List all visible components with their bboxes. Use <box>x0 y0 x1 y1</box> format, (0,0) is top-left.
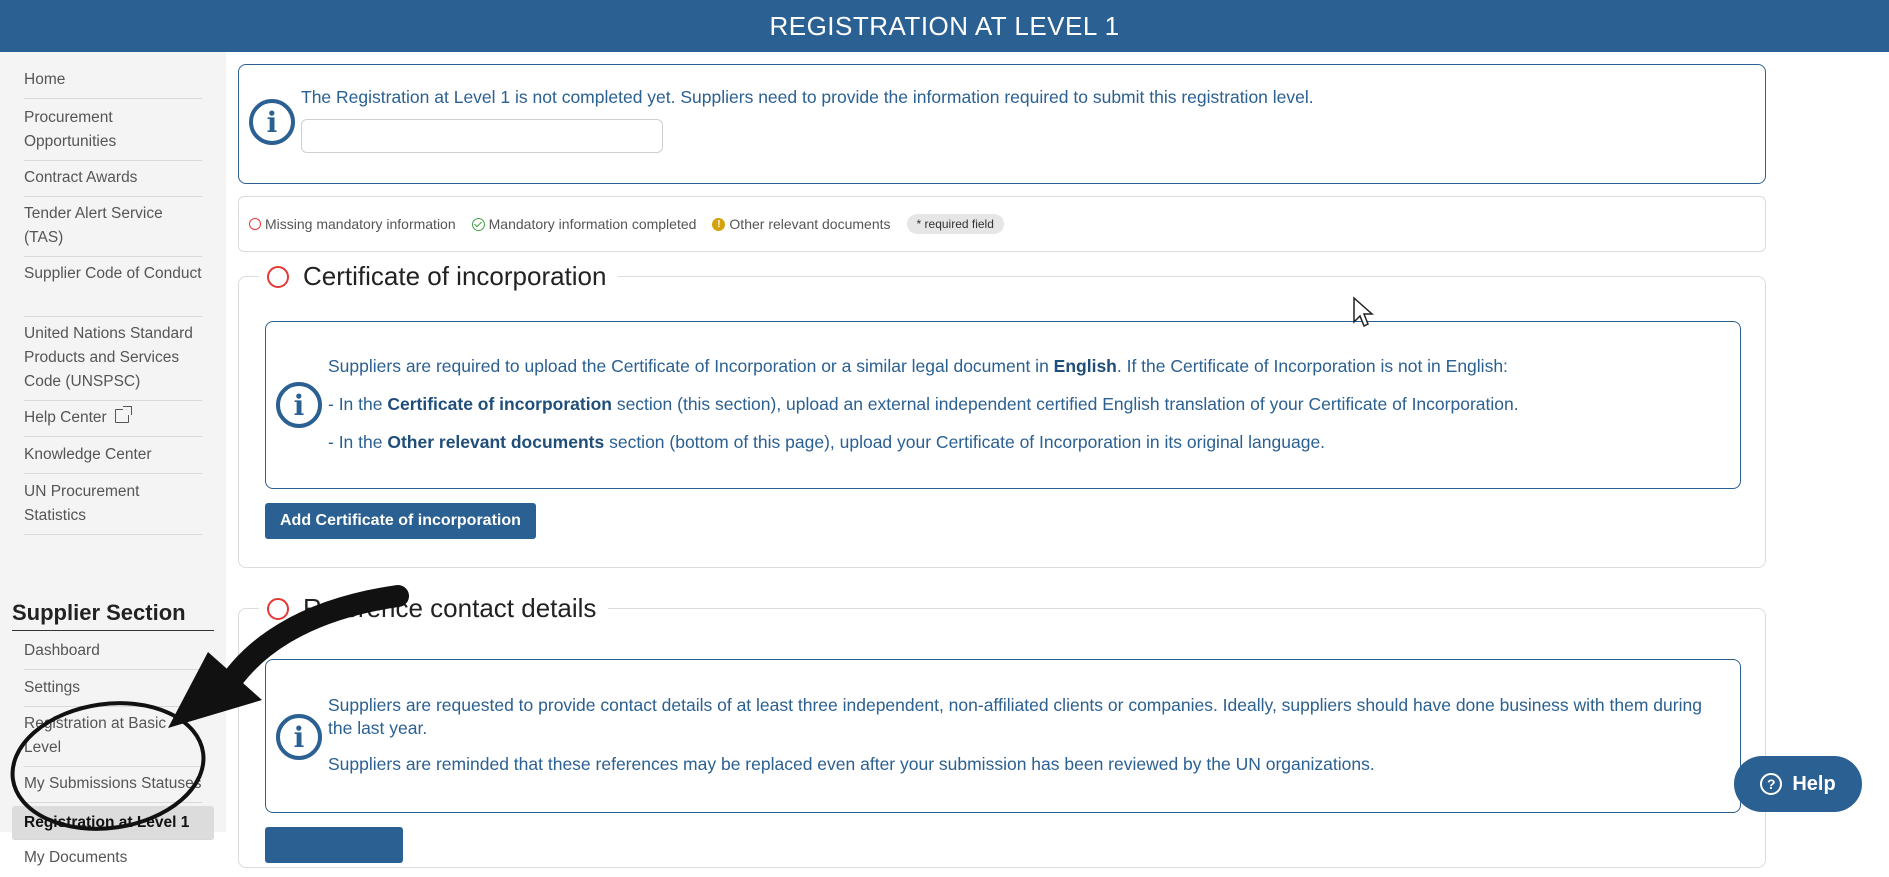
sidebar-item-un-procurement-statistics[interactable]: UN Procurement Statistics <box>24 480 202 535</box>
sidebar-item-procurement-opportunities[interactable]: Procurement Opportunities <box>24 106 202 161</box>
legend-other-label: Other relevant documents <box>729 216 891 232</box>
sidebar-item-unspsc[interactable]: United Nations Standard Products and Services Code (UNSPSC) <box>24 322 202 401</box>
help-center-label: Help Center <box>24 409 107 426</box>
reference-section-title <box>259 593 608 624</box>
info-icon: i <box>249 99 295 145</box>
legend-completed-label: Mandatory information completed <box>488 216 697 232</box>
sidebar-item-contract-awards[interactable]: Contract Awards <box>24 166 202 197</box>
certificate-title-text: Certificate of incorporation <box>303 261 607 291</box>
sidebar-item-home[interactable]: Home <box>24 68 202 99</box>
info-icon: i <box>276 714 322 760</box>
legend-missing <box>249 216 456 232</box>
certificate-section-title <box>259 261 618 292</box>
legend-missing-label: Missing mandatory information <box>265 216 456 232</box>
sidebar-item-tender-alert-service[interactable]: Tender Alert Service (TAS) <box>24 202 202 257</box>
add-reference-button[interactable] <box>265 827 403 863</box>
sidebar-item-registration-level-1[interactable]: Registration at Level 1 <box>12 806 214 840</box>
cursor-icon <box>1352 296 1374 328</box>
status-legend <box>238 196 1766 252</box>
reference-info <box>265 659 1741 813</box>
sidebar-item-settings[interactable]: Settings <box>24 676 202 707</box>
external-link-icon <box>115 409 129 423</box>
missing-circle-icon <box>267 266 289 288</box>
page-title: REGISTRATION AT LEVEL 1 <box>769 10 1120 41</box>
sidebar-item-my-submissions-statuses[interactable]: My Submissions Statuses <box>24 772 202 803</box>
check-circle-icon <box>472 218 485 231</box>
reference-title-text: Reference contact details <box>303 593 597 623</box>
missing-circle-icon <box>267 598 289 620</box>
certificate-info-line-2: - In the Certificate of incorporation section (this section), upload an external independent certified English translation of your Certificate of Incorporation. <box>328 394 1519 414</box>
certificate-section <box>238 261 1766 568</box>
sidebar-item-knowledge-center[interactable]: Knowledge Center <box>24 443 202 474</box>
required-field-badge: * required field <box>907 214 1004 234</box>
certificate-info <box>265 321 1741 489</box>
main-content <box>238 52 1769 832</box>
reference-section <box>238 593 1766 868</box>
certificate-info-line-3: - In the Other relevant documents section (bottom of this page), upload your Certificate of Incorporation in its original language. <box>328 432 1326 452</box>
certificate-info-line-1: Suppliers are required to upload the Certificate of Incorporation or a similar legal document in English. If the Certificate of Incorporation is not in English: <box>328 356 1508 376</box>
notice-input[interactable] <box>301 119 663 153</box>
sidebar-item-registration-basic-level[interactable]: Registration at Basic Level <box>24 712 202 767</box>
question-circle-icon: ? <box>1760 773 1782 795</box>
add-certificate-button[interactable]: Add Certificate of incorporation <box>265 503 536 539</box>
sidebar <box>0 52 226 866</box>
registration-notice <box>238 64 1766 184</box>
info-icon: i <box>276 382 322 428</box>
exclamation-circle-icon: ! <box>712 218 725 231</box>
sidebar-item-help-center[interactable] <box>24 406 202 437</box>
sidebar-item-dashboard[interactable]: Dashboard <box>24 639 202 670</box>
reference-info-line-1: Suppliers are requested to provide contact details of at least three independent, non-affiliated clients or companies. Ideally, suppliers should have done business with them during the last year. <box>328 695 1702 738</box>
help-button-label: Help <box>1792 772 1836 795</box>
page-header <box>0 0 1889 52</box>
legend-other <box>712 216 890 232</box>
sidebar-item-my-documents[interactable]: My Documents <box>24 849 128 866</box>
supplier-section-title: Supplier Section <box>12 600 214 631</box>
reference-info-line-2: Suppliers are reminded that these references may be replaced even after your submission has been reviewed by the UN organizations. <box>328 754 1375 774</box>
missing-circle-icon <box>249 218 261 230</box>
sidebar-item-supplier-code-of-conduct[interactable]: Supplier Code of Conduct <box>24 262 202 317</box>
legend-completed <box>472 216 697 232</box>
notice-text: The Registration at Level 1 is not completed yet. Suppliers need to provide the information required to submit this registration level. <box>301 87 1314 107</box>
help-button[interactable] <box>1734 756 1862 812</box>
